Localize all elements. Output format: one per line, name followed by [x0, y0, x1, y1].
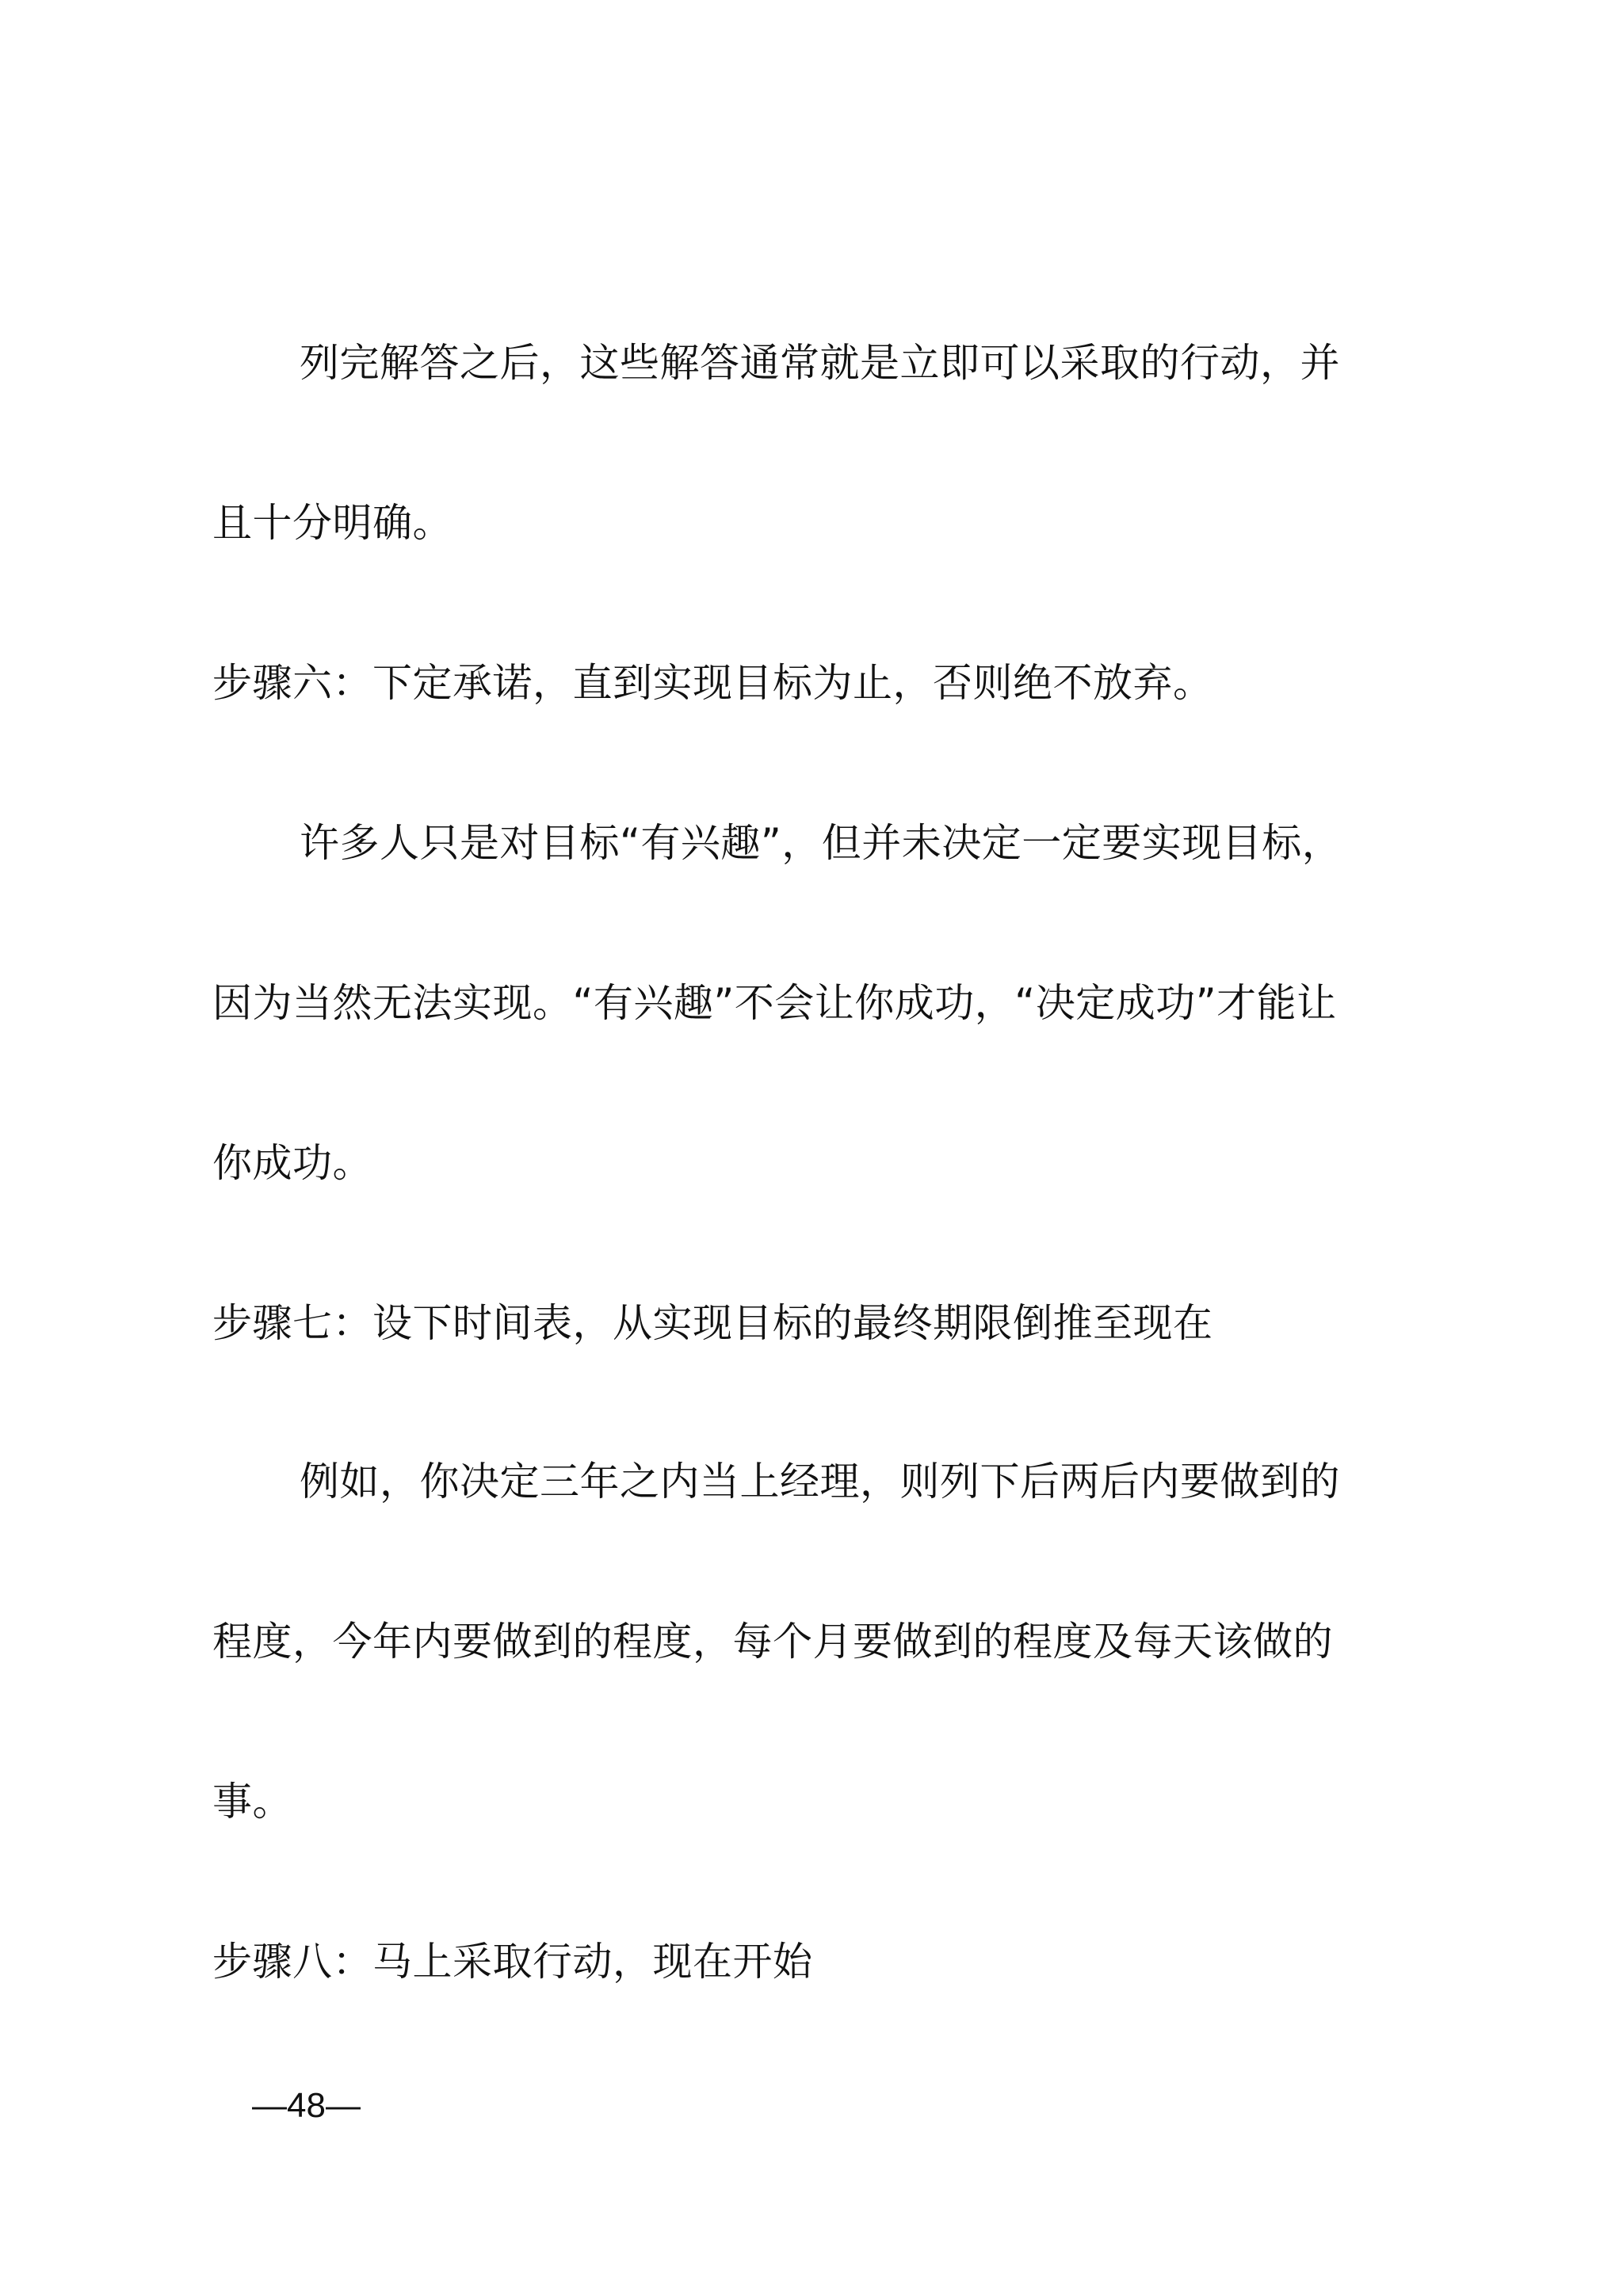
step-eight-heading: 步骤八：马上采取行动，现在开始 — [212, 1939, 813, 1985]
paragraph-line-2: 且十分明确。 — [212, 500, 453, 546]
paragraph-line-10: 事。 — [212, 1779, 292, 1825]
paragraph-line-8: 例如，你决定三年之内当上经理，则列下后两后内要做到的 — [300, 1459, 1340, 1505]
paragraph-line-4: 许多人只是对目标“有兴趣”，但并未决定一定要实现目标， — [300, 820, 1342, 866]
step-seven-heading: 步骤七：设下时间表，从实现目标的最终期限倒推至现在 — [212, 1300, 1213, 1346]
step-six-heading: 步骤六：下定承诺，直到实现目标为止，否则绝不放弃。 — [212, 660, 1213, 706]
page-number: —48— — [252, 2086, 361, 2125]
paragraph-line-6: 你成功。 — [212, 1140, 372, 1186]
paragraph-line-9: 程度，今年内要做到的程度，每个月要做到的程度及每天该做的 — [212, 1619, 1333, 1665]
paragraph-line-5: 因为当然无法实现。“有兴趣”不会让你成功，“决定成功”才能让 — [212, 980, 1337, 1026]
paragraph-line-1: 列完解答之后，这些解答通常就是立即可以采取的行动，并 — [300, 340, 1340, 386]
